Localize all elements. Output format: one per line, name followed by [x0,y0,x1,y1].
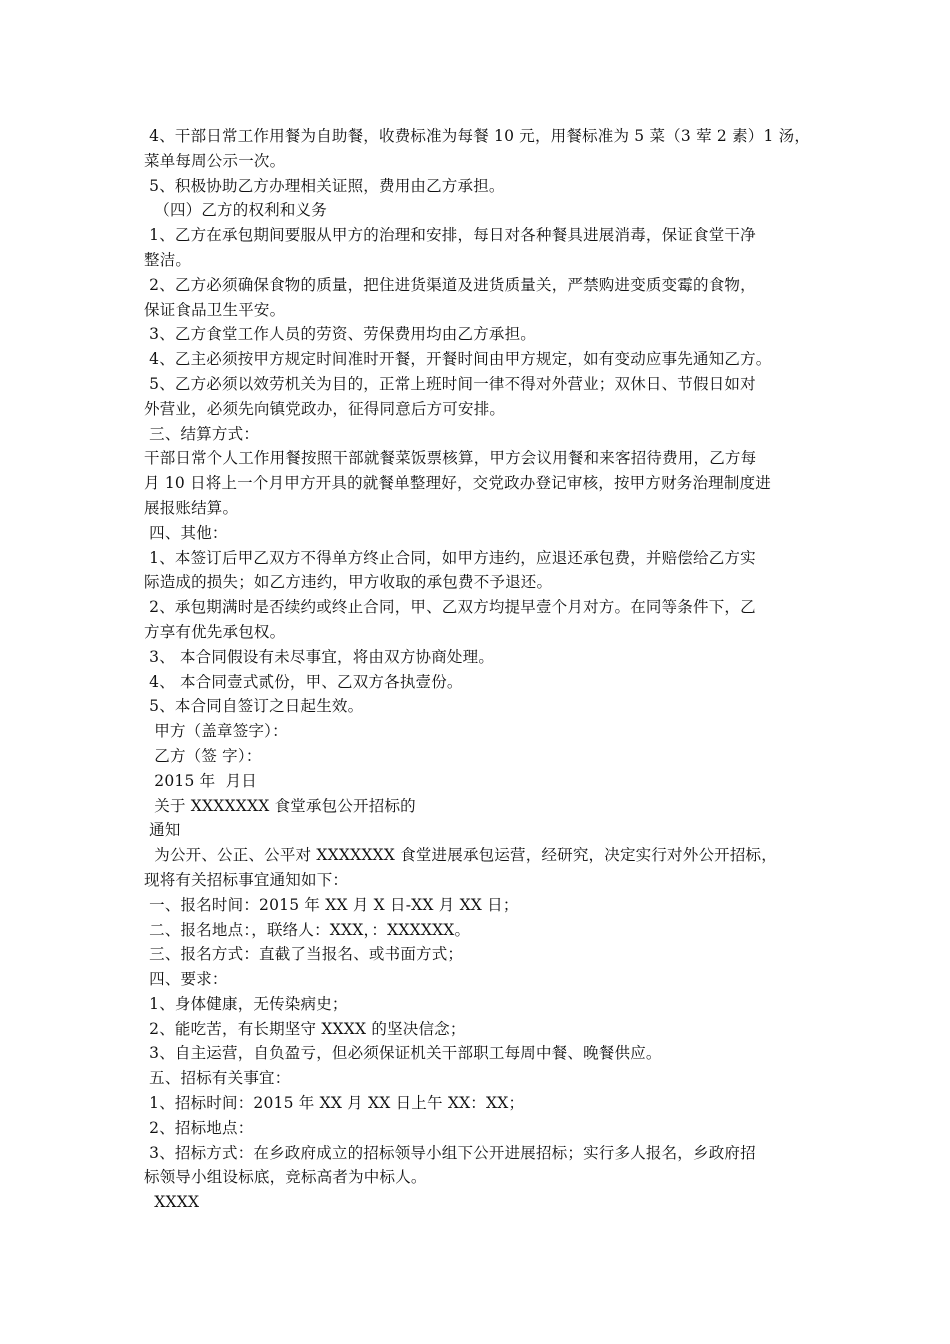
document-text-line: 2、乙方必须确保食物的质量，把住进货渠道及进货质量关，严禁购进变质变霉的食物， [144,275,756,294]
document-body [144,124,820,1215]
document-text-line: 5、本合同自签订之日起生效。 [144,697,364,716]
document-text-line: 四、其他： [144,523,228,542]
document-text-line: 2、承包期满时是否续约或终止合同，甲、乙双方均提早壹个月对方。在同等条件下，乙 [144,598,756,617]
document-text-line: 1、乙方在承包期间要服从甲方的治理和安排，每日对各种餐具进展消毒，保证食堂干净 [144,226,756,245]
document-text-line: 乙方（签 字）： [144,746,262,765]
document-text-line: 际造成的损失；如乙方违约，甲方收取的承包费不予退还。 [144,573,553,592]
document-text-line: 现将有关招标事宜通知如下： [144,870,349,889]
document-text-line: 二、报名地点：，联络人：XXX，：XXXXXX。 [144,920,471,939]
document-text-line: 标领导小组设标底，竞标高者为中标人。 [144,1168,427,1187]
document-text-line: 月 10 日将上一个月甲方开具的就餐单整理好，交党政办登记审核，按甲方财务治理制度进 [144,474,771,493]
document-text-line: 干部日常个人工作用餐按照干部就餐菜饭票核算，甲方会议用餐和来客招待费用，乙方每 [144,449,757,468]
document-text-line: 关于 XXXXXXX 食堂承包公开招标的 [144,796,416,815]
document-text-line: XXXX [144,1193,200,1212]
document-text-line: 2、招标地点： [144,1118,254,1137]
document-text-line: 外营业，必须先向镇党政办，征得同意后方可安排。 [144,399,506,418]
document-text-line: 三、报名方式：直截了当报名、或书面方式； [144,945,464,964]
document-text-line: 为公开、公正、公平对 XXXXXXX 食堂进展承包运营，经研究，决定实行对外公开招标， [144,846,777,865]
document-text-line: 三、结算方式： [144,424,260,443]
document-text-line: 3、乙方食堂工作人员的劳资、劳保费用均由乙方承担。 [144,325,536,344]
document-text-line: 3、自主运营，自负盈亏，但必须保证机关干部职工每周中餐、晚餐供应。 [144,1044,662,1063]
document-text-line: 4、干部日常工作用餐为自助餐，收费标准为每餐 10 元，用餐标准为 5 菜（3 荤 2 素）1 汤， [144,127,811,145]
document-text-line: 3、 本合同假设有未尽事宜，将由双方协商处理。 [144,647,495,666]
document-text-line: 5、乙方必须以效劳机关为目的，正常上班时间一律不得对外营业；双休日、节假日如对 [144,374,756,393]
document-text-line: 3、招标方式：在乡政府成立的招标领导小组下公开进展招标；实行多人报名，乡政府招 [144,1143,756,1162]
document-text-line: 1、本签订后甲乙双方不得单方终止合同，如甲方违约，应退还承包费，并赔偿给乙方实 [144,548,756,567]
document-text-line: 4、 本合同壹式贰份，甲、乙双方各执壹份。 [144,672,463,691]
document-text-line: 展报账结算。 [144,498,239,517]
document-text-line: 1、招标时间：2015 年 XX 月 XX 日上午 XX：XX； [144,1094,525,1113]
document-text-line: 整洁。 [144,250,192,269]
document-text-line: 一、报名时间：2015 年 XX 月 X 日-XX 月 XX 日； [144,895,519,914]
document-text-line: 四、要求： [144,970,228,989]
document-text-line: 5、积极协助乙方办理相关证照，费用由乙方承担。 [144,176,505,195]
document-text-line: 方享有优先承包权。 [144,622,286,641]
document-text-line: 4、乙主必须按甲方规定时间准时开餐，开餐时间由甲方规定，如有变动应事先通知乙方。 [144,350,772,369]
document-text-line: （四）乙方的权利和义务 [144,201,327,220]
document-text-line: 1、身体健康，无传染病史； [144,994,348,1013]
document-text-line: 甲方（盖章签字）： [144,722,288,741]
document-text-line: 通知 [144,821,181,840]
document-text-line: 保证食品卫生平安。 [144,300,286,319]
document-text-line: 五、招标有关事宜： [144,1069,291,1088]
document-text-line: 菜单每周公示一次。 [144,151,286,170]
document-text-line: 2、能吃苦，有长期坚守 XXXX 的坚决信念； [144,1019,466,1038]
document-text-line: 2015 年 月日 [144,771,257,790]
